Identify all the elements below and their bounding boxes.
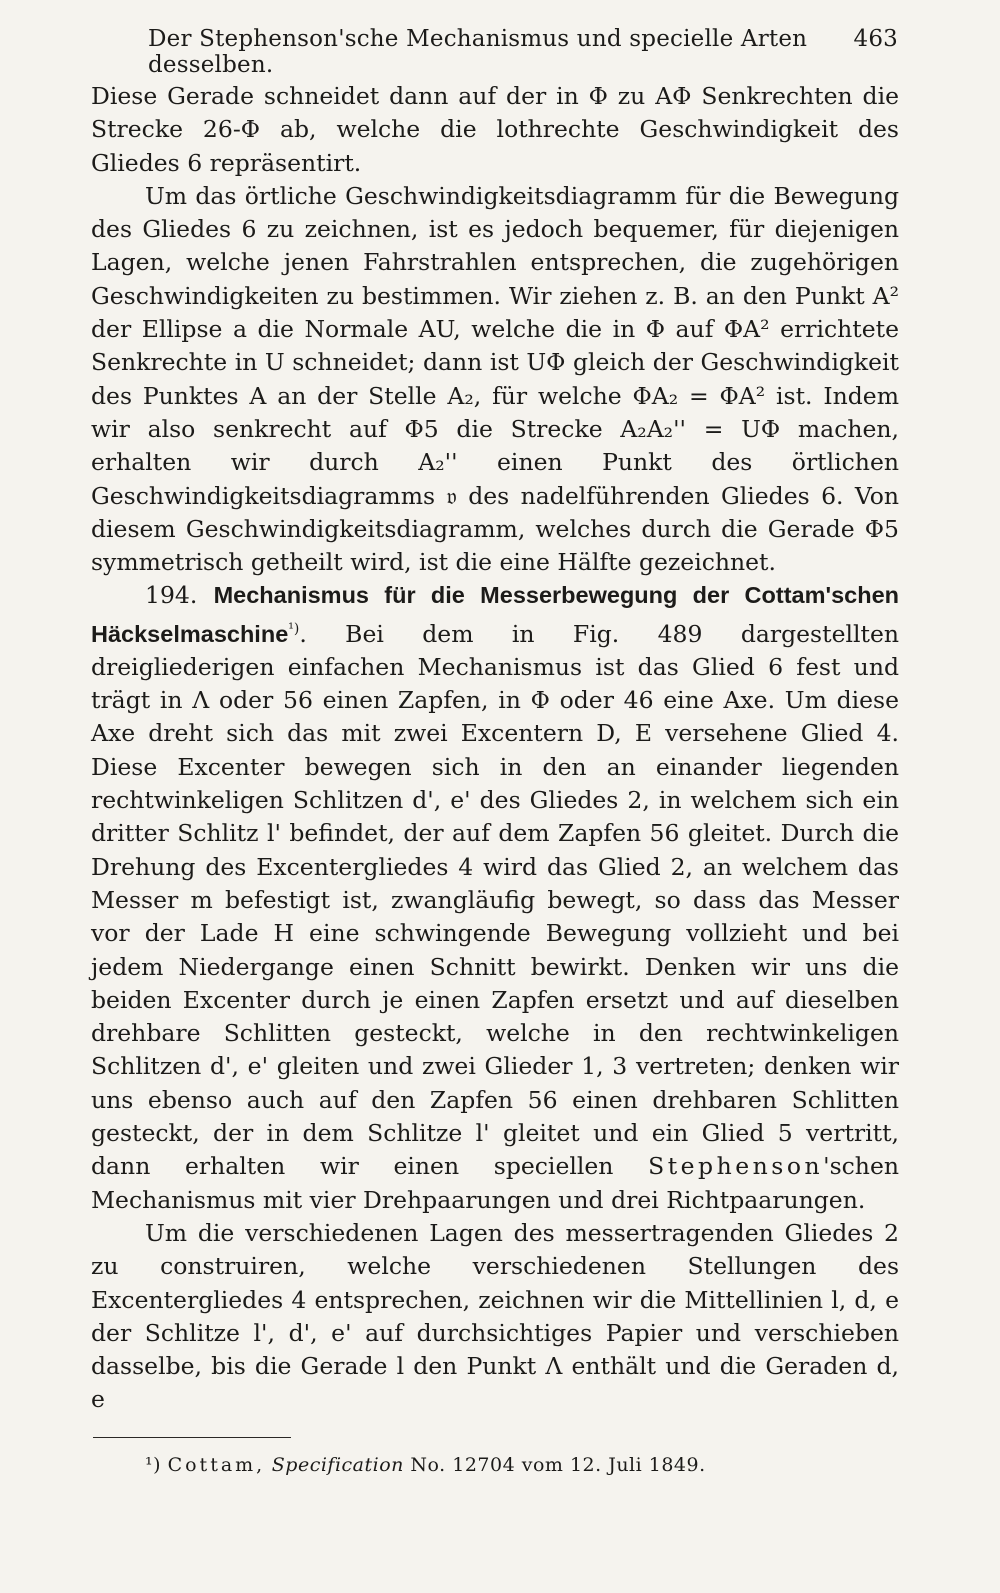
paragraph-1: Diese Gerade schneidet dann auf der in Φ zu AΦ Senkrechten die Strecke 26-Φ ab, welche die lothrechte Geschwindigkeit des Gliedes 6 repräsentirt. [91,82,899,177]
body-text [91,80,899,1417]
paragraph-194 [91,579,899,1216]
footnote-marker: ¹) [145,1454,162,1476]
footnote [145,1454,706,1476]
footnote-rule [93,1437,291,1438]
page-number: 463 [853,26,898,52]
footnote-author: Cottam, [167,1454,266,1476]
footnote-source: Specification [271,1454,404,1476]
section-text: . Bei dem in Fig. 489 dargestellten dreigliederigen einfachen Mechanismus ist das Glied 6 fest und trägt in Λ oder 56 einen Zapfen, in Φ oder 46 eine Axe. Um diese Axe dreht sich das mit zwei Excentern D, E versehene Glied 4. Diese Excenter bewegen sich in den an einander liegenden rechtwinkeligen Schlitzen d', e' des Gliedes 2, in welchem sich ein dritter Schlitz l' befindet, der auf dem Zapfen 56 gleitet. Durch die Drehung des Excentergliedes 4 wird das Glied 2, an welchem das Messer m befestigt ist, zwangläufig bewegt, so dass das Messer vor der Lade H eine schwingende Bewegung vollzieht und bei jedem Niedergange einen Schnitt bewirkt. Denken wir uns die beiden Excenter durch je einen Zapfen ersetzt und auf dieselben drehbare Schlitten gesteckt, welche in den rechtwinkeligen Schlitzen d', e' gleiten und zwei Glieder 1, 3 vertreten; denken wir uns ebenso auch auf den Zapfen 56 einen drehbaren Schlitten gesteckt, der in dem Schlitze l' gleitet und ein Glied 5 vertritt, dann erhalten wir einen speciellen [91,619,899,1181]
section-text-tail: 'schen Mechanismus mit vier Drehpaarungen und drei Richtpaarungen. [91,1152,899,1214]
footnote-ref: ¹) [288,620,300,637]
person-name: Stephenson [648,1152,824,1181]
paragraph-2: Um das örtliche Geschwindigkeitsdiagramm für die Bewegung des Gliedes 6 zu zeichnen, ist es jedoch bequemer, für diejenigen Lagen, welche jenen Fahrstrahlen entsprechen, die zugehörigen Geschwindigkeiten zu bestimmen. Wir ziehen z. B. an den Punkt A² der Ellipse a die Normale AU, welche die in Φ auf ΦA² errichtete Senkrechte in U schneidet; dann ist UΦ gleich der Geschwindigkeit des Punktes A an der Stelle A₂, für welche ΦA₂ = ΦA² ist. Indem wir also senkrecht auf Φ5 die Strecke A₂A₂'' = UΦ machen, erhalten wir durch A₂'' einen Punkt des örtlichen Geschwindigkeitsdiagramms 𝔳 des nadelführenden Gliedes 6. Von diesem Geschwindigkeitsdiagramm, welches durch die Gerade Φ5 symmetrisch getheilt wird, ist die eine Hälfte gezeichnet. [91,181,899,577]
section-heading: Mechanismus für die Messerbewegung der Cottam'schen Häckselmaschine [91,582,899,647]
section-number: 194. [145,581,198,610]
running-head: Der Stephenson'sche Mechanismus und specielle Arten desselben. [148,26,808,78]
footnote-details: No. 12704 vom 12. Juli 1849. [410,1454,706,1476]
paragraph-4: Um die verschiedenen Lagen des messertragenden Gliedes 2 zu construiren, welche verschiedenen Stellungen des Excentergliedes 4 entsprechen, zeichnen wir die Mittellinien l, d, e der Schlitze l', d', e' auf durchsichtiges Papier und verschieben dasselbe, bis die Gerade l den Punkt Λ enthält und die Geraden d, e [91,1218,899,1414]
